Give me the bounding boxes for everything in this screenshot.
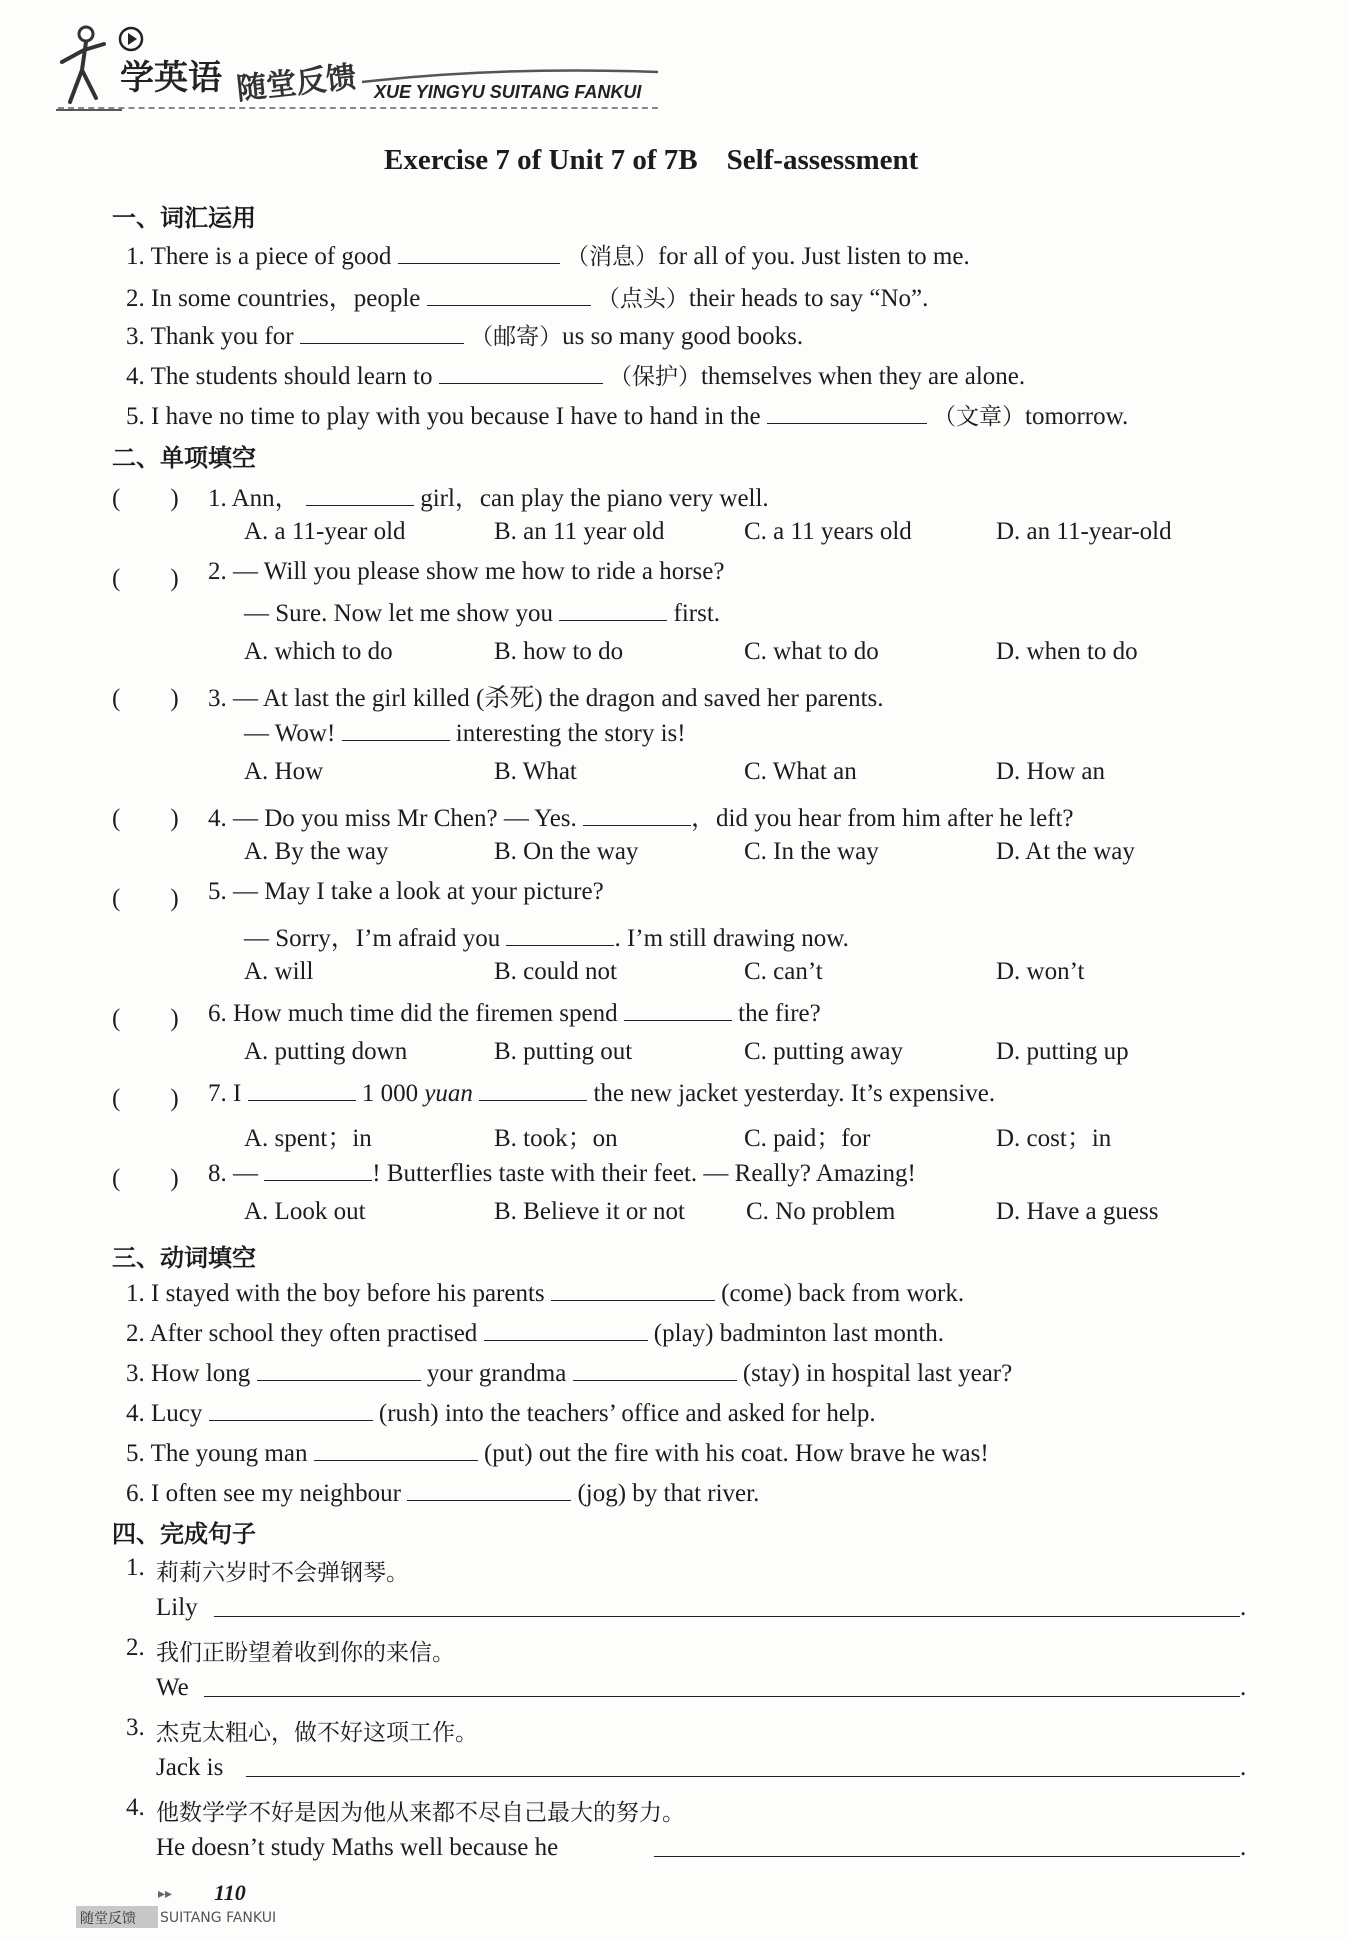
mc-option-7d: D. cost；in bbox=[996, 1125, 1112, 1152]
footer-arrows-icon: ▸▸ bbox=[158, 1886, 173, 1902]
mc-option-6c: C. putting away bbox=[744, 1038, 904, 1065]
header-play-icon bbox=[118, 26, 144, 52]
sentence-end-dot-4: . bbox=[1240, 1834, 1247, 1861]
mc-option-8d: D. Have a guess bbox=[996, 1198, 1159, 1225]
sentence-answer-line-4[interactable] bbox=[654, 1856, 1240, 1857]
vocab-blank-1[interactable] bbox=[398, 241, 560, 264]
footer-tag-en: SUITANG FANKUI bbox=[160, 1910, 277, 1926]
mc-blank-2 bbox=[559, 598, 667, 621]
vocab-item-1: 1. There is a piece of good （消息）for all of you. Just listen to me. bbox=[126, 243, 970, 270]
mc-option-4c: C. In the way bbox=[744, 838, 879, 865]
mc-question-4: 4. — Do you miss Mr Chen? — Yes. ，did you hear from him after he left? bbox=[208, 805, 1074, 832]
sentence-cn-2: 我们正盼望着收到你的来信。 bbox=[156, 1640, 455, 1666]
sentence-en-2: We bbox=[156, 1674, 189, 1701]
verb-item-2: 2. After school they often practised (play) badminton last month. bbox=[126, 1320, 945, 1347]
header-dashed-rule bbox=[58, 107, 658, 109]
sentence-cn-3: 杰克太粗心，做不好这项工作。 bbox=[156, 1720, 478, 1746]
vocab-item-3: 3. Thank you for （邮寄）us so many good books. bbox=[126, 323, 804, 350]
vocab-blank-4[interactable] bbox=[439, 361, 603, 384]
mc-blank-7a bbox=[248, 1078, 356, 1101]
mc-question-8: 8. — ! Butterflies taste with their feet. — Really? Amazing! bbox=[208, 1160, 916, 1187]
verb-item-3: 3. How long your grandma (stay) in hospital last year? bbox=[126, 1360, 1013, 1387]
section1-heading: 一、词汇运用 bbox=[112, 204, 256, 232]
mc-option-1c: C. a 11 years old bbox=[744, 518, 912, 545]
mc-option-4d: D. At the way bbox=[996, 838, 1135, 865]
mc-blank-7b bbox=[479, 1078, 587, 1101]
verb-item-1: 1. I stayed with the boy before his parents (come) back from work. bbox=[126, 1280, 965, 1307]
mc-blank-8 bbox=[264, 1158, 372, 1181]
mc-question-5: 5. — May I take a look at your picture? bbox=[208, 878, 604, 905]
section3-heading: 三、动词填空 bbox=[112, 1244, 256, 1272]
verb-blank-1[interactable] bbox=[551, 1278, 715, 1301]
mc-option-1d: D. an 11-year-old bbox=[996, 518, 1172, 545]
mc-blank-5 bbox=[506, 923, 614, 946]
mc-blank-1 bbox=[306, 483, 414, 506]
header-subtitle-cn: 随堂反馈 bbox=[234, 59, 358, 108]
mc-blank-4 bbox=[583, 803, 691, 826]
mc-option-3a: A. How bbox=[244, 758, 324, 785]
vocab-item-5: 5. I have no time to play with you because I have to hand in the （文章）tomorrow. bbox=[126, 403, 1129, 430]
vocab-blank-2[interactable] bbox=[427, 283, 591, 306]
mc-question-2: 2. — Will you please show me how to ride a horse? bbox=[208, 558, 725, 585]
verb-blank-3b[interactable] bbox=[573, 1358, 737, 1381]
sentence-num-4: 4. bbox=[126, 1794, 145, 1821]
mc-option-1b: B. an 11 year old bbox=[494, 518, 665, 545]
mc-option-2d: D. when to do bbox=[996, 638, 1138, 665]
mc-option-2a: A. which to do bbox=[244, 638, 393, 665]
sentence-en-4: He doesn’t study Maths well because he bbox=[156, 1834, 559, 1861]
exercise-title: Exercise 7 of Unit 7 of 7B Self-assessment bbox=[384, 144, 919, 176]
answer-paren-3[interactable]: ( ) bbox=[112, 685, 179, 712]
sentence-end-dot-3: . bbox=[1240, 1754, 1247, 1781]
header-title-cn: 学英语 bbox=[120, 58, 222, 98]
header-swoosh bbox=[360, 66, 660, 84]
footer-tag-cn: 随堂反馈 bbox=[80, 1911, 136, 1927]
mc-option-6d: D. putting up bbox=[996, 1038, 1129, 1065]
header-title-en: XUE YINGYU SUITANG FANKUI bbox=[374, 82, 642, 102]
sentence-answer-line-3[interactable] bbox=[246, 1776, 1240, 1777]
answer-paren-8[interactable]: ( ) bbox=[112, 1165, 179, 1192]
page-number: 110 bbox=[214, 1880, 246, 1905]
section2-heading: 二、单项填空 bbox=[112, 444, 256, 472]
sentence-num-3: 3. bbox=[126, 1714, 145, 1741]
answer-paren-4[interactable]: ( ) bbox=[112, 805, 179, 832]
mc-option-2c: C. what to do bbox=[744, 638, 879, 665]
sentence-en-3: Jack is bbox=[156, 1754, 224, 1781]
mc-option-5c: C. can’t bbox=[744, 958, 823, 985]
mc-option-5b: B. could not bbox=[494, 958, 617, 985]
mc-option-3d: D. How an bbox=[996, 758, 1106, 785]
mc-question-3: 3. — At last the girl killed (杀死) the dragon and saved her parents. bbox=[208, 685, 884, 712]
sentence-answer-line-1[interactable] bbox=[214, 1616, 1240, 1617]
mc-question-5-reply: — Sorry，I’m afraid you . I’m still drawing now. bbox=[244, 925, 849, 952]
verb-blank-4[interactable] bbox=[209, 1398, 373, 1421]
verb-blank-6[interactable] bbox=[407, 1478, 571, 1501]
mc-option-1a: A. a 11-year old bbox=[244, 518, 406, 545]
answer-paren-6[interactable]: ( ) bbox=[112, 1005, 179, 1032]
mc-option-3b: B. What bbox=[494, 758, 577, 785]
mc-question-2-reply: — Sure. Now let me show you first. bbox=[244, 600, 721, 627]
sentence-en-1: Lily bbox=[156, 1594, 198, 1621]
sentence-num-1: 1. bbox=[126, 1554, 145, 1581]
answer-paren-1[interactable]: ( ) bbox=[112, 485, 179, 512]
mc-blank-6 bbox=[624, 998, 732, 1021]
mc-blank-3 bbox=[342, 718, 450, 741]
sentence-cn-4: 他数学学不好是因为他从来都不尽自己最大的努力。 bbox=[156, 1800, 685, 1826]
mc-option-4b: B. On the way bbox=[494, 838, 639, 865]
sentence-num-2: 2. bbox=[126, 1634, 145, 1661]
sentence-answer-line-2[interactable] bbox=[204, 1696, 1240, 1697]
mc-option-7a: A. spent；in bbox=[244, 1125, 372, 1152]
mc-option-8b: B. Believe it or not bbox=[494, 1198, 685, 1225]
verb-blank-5[interactable] bbox=[314, 1438, 478, 1461]
mc-option-6b: B. putting out bbox=[494, 1038, 633, 1065]
mc-option-4a: A. By the way bbox=[244, 838, 389, 865]
mc-question-1: 1. Ann， girl，can play the piano very well. bbox=[208, 485, 769, 512]
mc-option-3c: C. What an bbox=[744, 758, 857, 785]
answer-paren-7[interactable]: ( ) bbox=[112, 1085, 179, 1112]
verb-item-6: 6. I often see my neighbour (jog) by that river. bbox=[126, 1480, 760, 1507]
mc-question-6: 6. How much time did the firemen spend the fire? bbox=[208, 1000, 821, 1027]
verb-item-5: 5. The young man (put) out the fire with his coat. How brave he was! bbox=[126, 1440, 989, 1467]
mc-option-5d: D. won’t bbox=[996, 958, 1085, 985]
vocab-blank-3[interactable] bbox=[300, 321, 464, 344]
verb-blank-3a[interactable] bbox=[257, 1358, 421, 1381]
mc-option-2b: B. how to do bbox=[494, 638, 624, 665]
vocab-item-4: 4. The students should learn to （保护）themselves when they are alone. bbox=[126, 363, 1026, 390]
mc-option-7c: C. paid；for bbox=[744, 1125, 871, 1152]
mc-question-3-reply: — Wow! interesting the story is! bbox=[244, 720, 686, 747]
mc-option-8c: C. No problem bbox=[746, 1198, 896, 1225]
answer-paren-5[interactable]: ( ) bbox=[112, 885, 179, 912]
verb-blank-2[interactable] bbox=[484, 1318, 648, 1341]
mc-option-7b: B. took；on bbox=[494, 1125, 618, 1152]
sentence-cn-1: 莉莉六岁时不会弹钢琴。 bbox=[156, 1560, 409, 1586]
mc-option-6a: A. putting down bbox=[244, 1038, 408, 1065]
mc-option-5a: A. will bbox=[244, 958, 314, 985]
verb-item-4: 4. Lucy (rush) into the teachers’ office and asked for help. bbox=[126, 1400, 876, 1427]
sentence-end-dot-1: . bbox=[1240, 1594, 1247, 1621]
vocab-blank-5[interactable] bbox=[767, 401, 927, 424]
vocab-item-2: 2. In some countries，people （点头）their heads to say “No”. bbox=[126, 285, 929, 312]
sentence-end-dot-2: . bbox=[1240, 1674, 1247, 1701]
answer-paren-2[interactable]: ( ) bbox=[112, 565, 179, 592]
mc-option-8a: A. Look out bbox=[244, 1198, 366, 1225]
mc-question-7: 7. I 1 000 yuan the new jacket yesterday. It’s expensive. bbox=[208, 1080, 996, 1107]
section4-heading: 四、完成句子 bbox=[112, 1520, 256, 1548]
